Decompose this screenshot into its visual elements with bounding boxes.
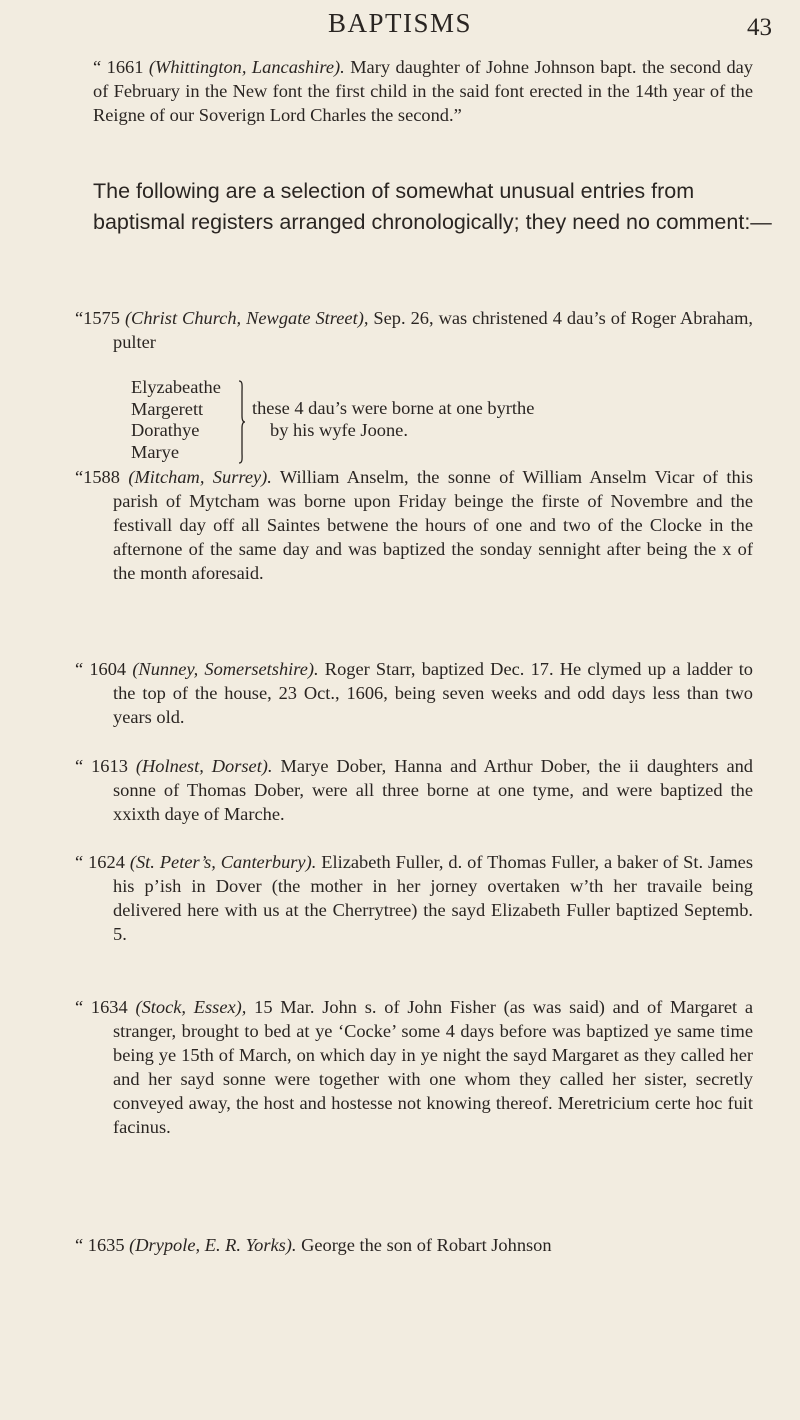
daughter-name: Dorathye (131, 420, 200, 440)
entry-place: (Mitcham, Surrey). (128, 467, 272, 487)
entry-place: (Holnest, Dorset). (135, 756, 273, 776)
entry-year: “ 1604 (75, 659, 133, 679)
running-head: BAPTISMS (327, 8, 473, 38)
entry-text: Elizabeth Fuller, d. of Thomas Fuller, a baker of St. James his p’ish in Dover (the mother in her jorney overtaken w’th her travaile being delivered here with us at the Cherrytree) the sayd Elizabeth Fuller baptized Septemb. 5. (113, 852, 753, 944)
entry-text: Marye Dober, Hanna and Arthur Dober, the ii daughters and sonne of Thomas Dober, were all three borne at one tyme, and were baptized the xxixth daye of Marche. (113, 756, 753, 824)
entry-place: (Drypole, E. R. Yorks). (129, 1235, 297, 1255)
entry-1624 (75, 850, 753, 946)
entry-year: “1575 (75, 308, 125, 328)
brace-line: these 4 dau’s were borne at one byrthe (252, 398, 535, 418)
entry-1661 (93, 55, 753, 127)
daughter-name: Marye (131, 441, 179, 462)
entry-1613 (75, 754, 753, 826)
entry-year: “1588 (75, 467, 129, 487)
intro-paragraph: The following are a selection of somewhat unusual entries from baptismal registers arranged chronologically; they need no comment:— (93, 179, 772, 234)
entry-year: “ 1635 (75, 1235, 130, 1255)
entry-text: Roger Starr, baptized Dec. 17. He clymed up a ladder to the top of the house, 23 Oct., 1606, being seven weeks and odd days less than two years old. (113, 659, 754, 727)
entry-place: (Nunney, Somersetshire). (132, 659, 319, 679)
entry-1634 (75, 995, 754, 1139)
daughters-name-list (131, 377, 221, 463)
entry-1604 (75, 657, 754, 729)
entry-1635 (75, 1233, 753, 1257)
entry-year: “ 1634 (75, 997, 136, 1017)
entry-year: “ 1661 (93, 57, 149, 77)
entry-year: “ 1624 (75, 852, 130, 872)
daughter-name: Margerett (131, 398, 204, 419)
entry-place: (Christ Church, Newgate Street), (124, 308, 369, 328)
curly-brace-icon (238, 380, 246, 464)
entry-text: 15 Mar. John s. of John Fisher (as was said) and of Margaret a stranger, brought to bed at ye ‘Cocke’ some 4 days before was baptized ye same time being ye 15th of March, on which day in ye night the sayd Margaret as they called her and her sayd sonne were together with one whom they called her sister, secretly conveyed away, the host and hostesse not knowing thereof. Meretricium certe hoc fuit facinus. (113, 997, 754, 1137)
page-number: 43 (747, 14, 772, 41)
entry-text: George the son of Robart Johnson (296, 1235, 552, 1255)
daughter-name: Elyzabeathe (131, 377, 221, 397)
entry-place: (Stock, Essex), (135, 997, 247, 1017)
entry-place: (St. Peter’s, Canterbury). (129, 852, 317, 872)
entry-place: (Whittington, Lancashire). (148, 57, 345, 77)
entry-1588 (75, 465, 754, 585)
brace-annotation (252, 398, 672, 441)
entry-year: “ 1613 (75, 756, 136, 776)
entry-text: Mary daughter of Johne Johnson bapt. the second day of February in the New font the first child in the said font erected in the 14th year of the Reigne of our Soverign Lord Charles the second.” (93, 57, 754, 125)
brace-line: by his wyfe Joone. (270, 419, 408, 440)
entry-text: Sep. 26, was christened 4 dau’s of Roger Abraham, pulter (113, 308, 753, 352)
entry-text: William Anselm, the sonne of William Anselm Vicar of this parish of Mytcham was borne upon Friday beinge the firste of Novembre and the festivall day off all Saintes betwene the hours of one and two of the Clocke in the afternone of the same day and was baptized the sonday sennight after being the x of the month aforesaid. (113, 467, 754, 583)
entry-1575 (75, 306, 753, 354)
